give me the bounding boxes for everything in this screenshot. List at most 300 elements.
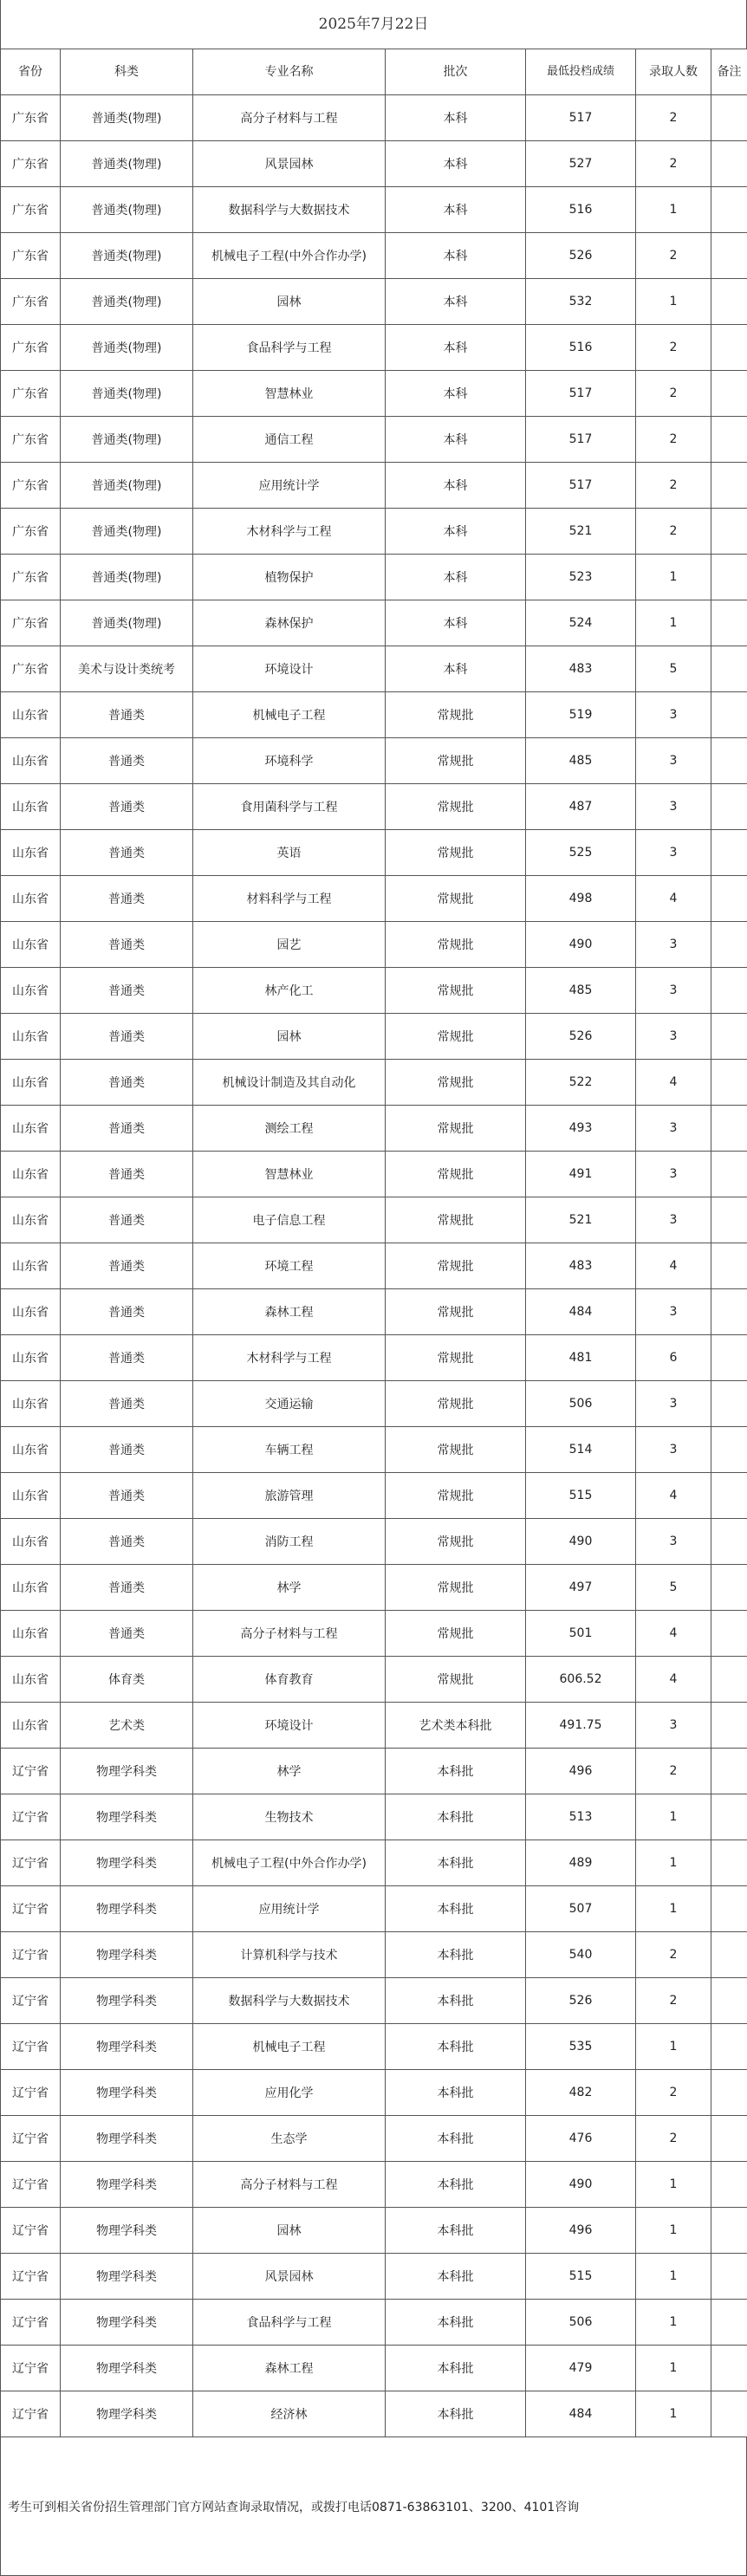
cell-category: 普通类(物理) [61,279,193,325]
cell-remark [711,784,747,830]
cell-remark [711,1427,747,1473]
cell-count: 3 [636,1106,711,1152]
table-row [1,1840,747,1886]
cell-province: 辽宁省 [1,2346,61,2391]
cell-province: 山东省 [1,1014,61,1060]
cell-category: 普通类 [61,830,193,876]
cell-province: 广东省 [1,325,61,371]
cell-count: 3 [636,1289,711,1335]
cell-batch: 本科 [386,371,526,417]
cell-major: 测绘工程 [193,1106,386,1152]
cell-province: 山东省 [1,1152,61,1197]
cell-province: 广东省 [1,95,61,141]
cell-batch: 常规批 [386,1152,526,1197]
cell-category: 普通类 [61,784,193,830]
cell-count: 1 [636,187,711,233]
cell-major: 食品科学与工程 [193,2300,386,2346]
table-row [1,1794,747,1840]
cell-count: 1 [636,2254,711,2300]
cell-remark [711,600,747,646]
table-row [1,1886,747,1932]
cell-count: 1 [636,555,711,600]
table-row [1,1106,747,1152]
cell-count: 4 [636,1611,711,1657]
cell-batch: 本科批 [386,2116,526,2162]
cell-category: 体育类 [61,1657,193,1703]
cell-remark [711,2024,747,2070]
cell-major: 环境工程 [193,1243,386,1289]
cell-score: 496 [526,1749,636,1794]
cell-major: 机械电子工程(中外合作办学) [193,233,386,279]
cell-province: 辽宁省 [1,1749,61,1794]
cell-remark [711,1335,747,1381]
cell-province: 山东省 [1,1519,61,1565]
cell-count: 1 [636,2300,711,2346]
cell-remark [711,1473,747,1519]
cell-major: 车辆工程 [193,1427,386,1473]
cell-major: 生物技术 [193,1794,386,1840]
cell-score: 487 [526,784,636,830]
cell-category: 普通类 [61,1152,193,1197]
cell-province: 辽宁省 [1,1978,61,2024]
cell-remark [711,1014,747,1060]
cell-remark [711,1243,747,1289]
cell-remark [711,141,747,187]
cell-score: 517 [526,95,636,141]
cell-major: 经济林 [193,2391,386,2437]
cell-count: 6 [636,1335,711,1381]
cell-count: 1 [636,2162,711,2208]
cell-score: 515 [526,1473,636,1519]
cell-province: 山东省 [1,692,61,738]
cell-count: 4 [636,1473,711,1519]
cell-batch: 本科批 [386,1840,526,1886]
cell-category: 普通类(物理) [61,233,193,279]
cell-province: 山东省 [1,1703,61,1749]
cell-major: 环境设计 [193,646,386,692]
table-row [1,325,747,371]
cell-category: 普通类 [61,1335,193,1381]
cell-remark [711,2162,747,2208]
cell-score: 489 [526,1840,636,1886]
cell-province: 辽宁省 [1,2024,61,2070]
cell-category: 普通类 [61,1473,193,1519]
cell-batch: 本科批 [386,2070,526,2116]
cell-category: 艺术类 [61,1703,193,1749]
cell-batch: 本科批 [386,2300,526,2346]
cell-major: 食品科学与工程 [193,325,386,371]
cell-major: 应用统计学 [193,463,386,509]
cell-score: 524 [526,600,636,646]
cell-major: 林产化工 [193,968,386,1014]
cell-count: 2 [636,509,711,555]
cell-province: 山东省 [1,1106,61,1152]
cell-category: 物理学科类 [61,2162,193,2208]
table-row [1,692,747,738]
cell-remark [711,692,747,738]
cell-remark [711,1152,747,1197]
cell-major: 森林工程 [193,1289,386,1335]
table-row [1,1243,747,1289]
cell-remark [711,876,747,922]
cell-count: 2 [636,1932,711,1978]
cell-province: 山东省 [1,876,61,922]
cell-major: 园林 [193,2208,386,2254]
cell-major: 园林 [193,1014,386,1060]
cell-remark [711,509,747,555]
cell-score: 479 [526,2346,636,2391]
cell-score: 521 [526,1197,636,1243]
cell-remark [711,738,747,784]
cell-count: 3 [636,1703,711,1749]
cell-remark [711,2346,747,2391]
table-row [1,371,747,417]
table-row [1,555,747,600]
cell-province: 广东省 [1,279,61,325]
cell-category: 普通类(物理) [61,555,193,600]
cell-province: 山东省 [1,1565,61,1611]
cell-count: 3 [636,738,711,784]
cell-count: 2 [636,2070,711,2116]
cell-batch: 常规批 [386,1657,526,1703]
cell-score: 523 [526,555,636,600]
cell-province: 广东省 [1,555,61,600]
cell-batch: 常规批 [386,1473,526,1519]
cell-score: 490 [526,2162,636,2208]
cell-category: 普通类(物理) [61,417,193,463]
cell-province: 辽宁省 [1,1840,61,1886]
table-row [1,1060,747,1106]
cell-score: 490 [526,922,636,968]
cell-score: 483 [526,1243,636,1289]
cell-major: 数据科学与大数据技术 [193,187,386,233]
table-row [1,509,747,555]
cell-category: 普通类(物理) [61,141,193,187]
cell-category: 普通类(物理) [61,371,193,417]
cell-major: 风景园林 [193,141,386,187]
cell-score: 484 [526,1289,636,1335]
cell-major: 旅游管理 [193,1473,386,1519]
cell-province: 广东省 [1,371,61,417]
cell-score: 517 [526,417,636,463]
cell-score: 517 [526,371,636,417]
cell-score: 540 [526,1932,636,1978]
cell-province: 山东省 [1,1197,61,1243]
cell-count: 1 [636,1840,711,1886]
cell-batch: 本科 [386,417,526,463]
cell-batch: 常规批 [386,968,526,1014]
cell-province: 广东省 [1,646,61,692]
cell-score: 515 [526,2254,636,2300]
cell-major: 园林 [193,279,386,325]
cell-province: 山东省 [1,1243,61,1289]
cell-category: 物理学科类 [61,1932,193,1978]
cell-province: 山东省 [1,1611,61,1657]
cell-count: 1 [636,2024,711,2070]
cell-score: 521 [526,509,636,555]
table-row [1,968,747,1014]
table-row [1,830,747,876]
cell-major: 风景园林 [193,2254,386,2300]
cell-province: 广东省 [1,463,61,509]
cell-batch: 常规批 [386,1289,526,1335]
cell-major: 机械设计制造及其自动化 [193,1060,386,1106]
cell-score: 507 [526,1886,636,1932]
table-row [1,1978,747,2024]
table-row [1,2300,747,2346]
cell-category: 物理学科类 [61,1886,193,1932]
table-row [1,1611,747,1657]
cell-batch: 常规批 [386,1611,526,1657]
cell-count: 3 [636,692,711,738]
cell-batch: 本科 [386,463,526,509]
table-row [1,876,747,922]
cell-remark [711,555,747,600]
cell-score: 532 [526,279,636,325]
cell-count: 2 [636,325,711,371]
cell-count: 4 [636,1243,711,1289]
cell-major: 智慧林业 [193,1152,386,1197]
cell-batch: 本科批 [386,1886,526,1932]
cell-score: 506 [526,2300,636,2346]
cell-major: 机械电子工程(中外合作办学) [193,1840,386,1886]
cell-province: 山东省 [1,1060,61,1106]
cell-batch: 本科批 [386,2391,526,2437]
cell-province: 山东省 [1,738,61,784]
cell-remark [711,371,747,417]
cell-batch: 常规批 [386,1197,526,1243]
cell-batch: 本科 [386,141,526,187]
cell-batch: 本科 [386,646,526,692]
cell-remark [711,463,747,509]
cell-batch: 本科 [386,325,526,371]
table-row [1,1289,747,1335]
cell-category: 普通类 [61,1197,193,1243]
table-row [1,95,747,141]
header-remark: 备注 [711,49,747,95]
cell-remark [711,1381,747,1427]
cell-count: 3 [636,968,711,1014]
cell-batch: 常规批 [386,1106,526,1152]
cell-remark [711,1611,747,1657]
cell-remark [711,1060,747,1106]
cell-province: 辽宁省 [1,1794,61,1840]
table-row [1,2070,747,2116]
table-row [1,1565,747,1611]
cell-major: 数据科学与大数据技术 [193,1978,386,2024]
table-row [1,1152,747,1197]
cell-major: 体育教育 [193,1657,386,1703]
cell-category: 普通类 [61,1519,193,1565]
cell-score: 496 [526,2208,636,2254]
cell-category: 物理学科类 [61,2116,193,2162]
cell-remark [711,2300,747,2346]
table-row [1,187,747,233]
table-row [1,1427,747,1473]
cell-remark [711,646,747,692]
cell-remark [711,1794,747,1840]
cell-category: 物理学科类 [61,2300,193,2346]
cell-batch: 常规批 [386,1335,526,1381]
cell-score: 493 [526,1106,636,1152]
cell-major: 生态学 [193,2116,386,2162]
cell-remark [711,1932,747,1978]
table-row [1,784,747,830]
cell-category: 普通类 [61,1060,193,1106]
cell-province: 山东省 [1,784,61,830]
cell-province: 辽宁省 [1,2254,61,2300]
cell-province: 辽宁省 [1,2070,61,2116]
cell-score: 526 [526,233,636,279]
cell-score: 483 [526,646,636,692]
cell-category: 物理学科类 [61,1840,193,1886]
table-row [1,2254,747,2300]
cell-province: 山东省 [1,1381,61,1427]
cell-batch: 常规批 [386,1381,526,1427]
header-province: 省份 [1,49,61,95]
cell-score: 491 [526,1152,636,1197]
table-row [1,1932,747,1978]
cell-count: 2 [636,1749,711,1794]
cell-province: 广东省 [1,187,61,233]
cell-count: 3 [636,1197,711,1243]
cell-batch: 本科批 [386,2024,526,2070]
table-row [1,463,747,509]
cell-count: 2 [636,371,711,417]
cell-major: 交通运输 [193,1381,386,1427]
cell-score: 476 [526,2116,636,2162]
cell-score: 484 [526,2391,636,2437]
cell-category: 普通类 [61,738,193,784]
table-row [1,417,747,463]
cell-remark [711,1106,747,1152]
table-row [1,279,747,325]
cell-province: 山东省 [1,1427,61,1473]
cell-score: 498 [526,876,636,922]
cell-major: 英语 [193,830,386,876]
cell-province: 辽宁省 [1,2391,61,2437]
cell-batch: 常规批 [386,1565,526,1611]
cell-batch: 本科 [386,95,526,141]
cell-province: 山东省 [1,830,61,876]
header-score: 最低投档成绩 [526,49,636,95]
cell-count: 1 [636,1886,711,1932]
cell-count: 3 [636,1519,711,1565]
cell-count: 3 [636,784,711,830]
cell-count: 3 [636,1014,711,1060]
cell-remark [711,2070,747,2116]
cell-count: 1 [636,2391,711,2437]
cell-major: 高分子材料与工程 [193,2162,386,2208]
cell-batch: 常规批 [386,1243,526,1289]
cell-category: 普通类 [61,1427,193,1473]
cell-remark [711,1978,747,2024]
cell-batch: 本科批 [386,2254,526,2300]
cell-count: 3 [636,922,711,968]
table-row [1,2346,747,2391]
cell-category: 物理学科类 [61,2070,193,2116]
cell-batch: 本科批 [386,1932,526,1978]
cell-count: 2 [636,95,711,141]
cell-batch: 常规批 [386,830,526,876]
cell-category: 普通类 [61,1381,193,1427]
table-row [1,1335,747,1381]
admission-table [0,49,747,2437]
cell-score: 491.75 [526,1703,636,1749]
cell-remark [711,1289,747,1335]
cell-major: 环境设计 [193,1703,386,1749]
table-row [1,2116,747,2162]
cell-count: 1 [636,600,711,646]
cell-count: 3 [636,1381,711,1427]
cell-category: 普通类 [61,692,193,738]
cell-count: 4 [636,876,711,922]
cell-category: 普通类(物理) [61,187,193,233]
cell-category: 物理学科类 [61,1794,193,1840]
cell-batch: 本科批 [386,1794,526,1840]
cell-count: 3 [636,830,711,876]
table-row [1,1014,747,1060]
cell-province: 山东省 [1,922,61,968]
cell-category: 物理学科类 [61,1749,193,1794]
cell-remark [711,279,747,325]
table-row [1,2162,747,2208]
cell-batch: 本科批 [386,2162,526,2208]
table-row [1,2391,747,2437]
table-row [1,2208,747,2254]
cell-remark [711,2208,747,2254]
cell-major: 电子信息工程 [193,1197,386,1243]
cell-count: 1 [636,2208,711,2254]
cell-province: 广东省 [1,417,61,463]
cell-batch: 本科 [386,187,526,233]
cell-province: 辽宁省 [1,2162,61,2208]
cell-major: 林学 [193,1749,386,1794]
cell-count: 2 [636,1978,711,2024]
cell-category: 物理学科类 [61,1978,193,2024]
cell-batch: 常规批 [386,876,526,922]
cell-major: 林学 [193,1565,386,1611]
report-date: 2025年7月22日 [0,0,747,49]
cell-count: 1 [636,2346,711,2391]
table-row [1,922,747,968]
cell-category: 物理学科类 [61,2208,193,2254]
table-row [1,1749,747,1794]
table-row [1,1197,747,1243]
cell-count: 2 [636,417,711,463]
cell-major: 木材科学与工程 [193,509,386,555]
table-row [1,1519,747,1565]
cell-score: 526 [526,1014,636,1060]
cell-score: 490 [526,1519,636,1565]
cell-score: 485 [526,738,636,784]
cell-category: 普通类 [61,922,193,968]
cell-score: 526 [526,1978,636,2024]
cell-score: 516 [526,325,636,371]
table-row [1,1473,747,1519]
cell-remark [711,95,747,141]
cell-province: 山东省 [1,1657,61,1703]
cell-batch: 本科批 [386,1978,526,2024]
cell-score: 527 [526,141,636,187]
cell-batch: 常规批 [386,1427,526,1473]
table-row [1,600,747,646]
cell-score: 482 [526,2070,636,2116]
cell-remark [711,1565,747,1611]
header-major: 专业名称 [193,49,386,95]
cell-major: 森林工程 [193,2346,386,2391]
cell-count: 2 [636,463,711,509]
